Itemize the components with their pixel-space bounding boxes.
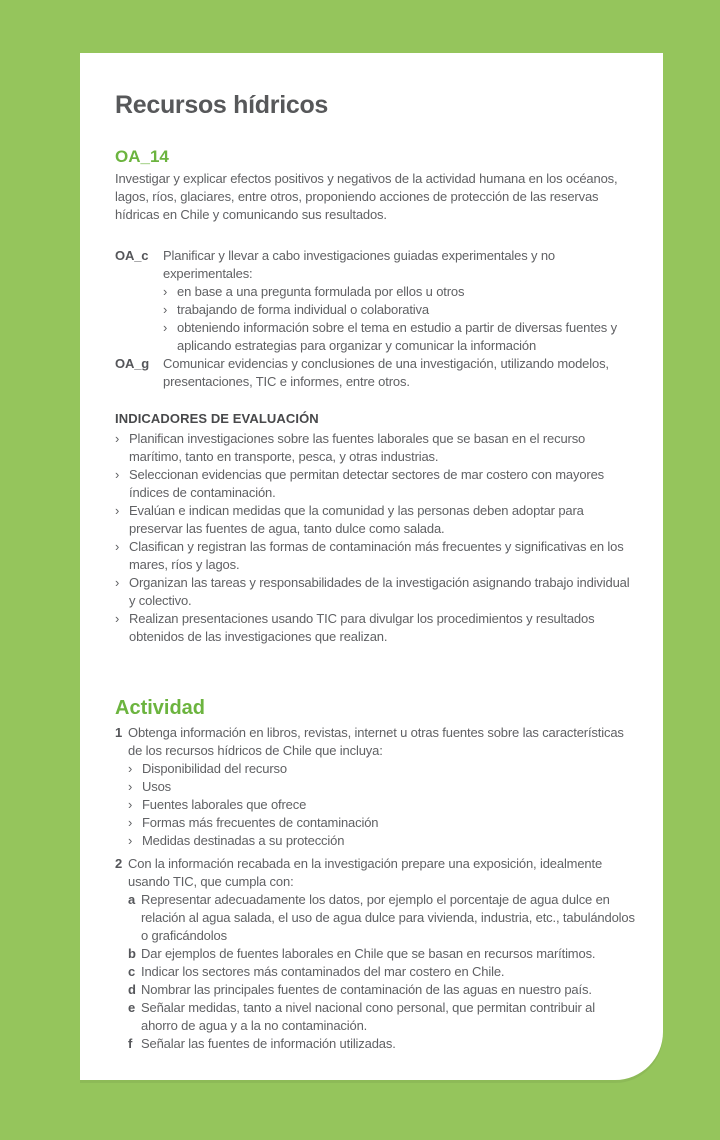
activity-item-body xyxy=(128,724,635,850)
activity-item-number: 1 xyxy=(115,725,123,740)
lettered-item-b xyxy=(128,945,635,963)
activity-bullet: Fuentes laborales que ofrece xyxy=(142,797,307,812)
list-item xyxy=(163,319,635,355)
letter-label: a xyxy=(128,892,136,907)
list-item xyxy=(115,430,635,466)
list-item xyxy=(115,610,635,646)
lettered-item-f xyxy=(128,1035,635,1053)
indicator-text: Realizan presentaciones usando TIC para divulgar los procedimientos y resultados obtenidos de las investigaciones que realizan. xyxy=(129,611,595,644)
oa-g-text: Comunicar evidencias y conclusiones de una investigación, utilizando modelos, presentaciones, TIC e informes, entre otros. xyxy=(163,356,609,389)
oa-c-bullet: en base a una pregunta formulada por ellos u otros xyxy=(177,284,465,299)
bullet-marker: › xyxy=(128,761,133,776)
indicator-text: Planifican investigaciones sobre las fuentes laborales que se basan en el recurso marítimo, tanto en transporte, pesca, y otras industrias. xyxy=(129,431,586,464)
bullet-marker: › xyxy=(115,539,120,554)
indicator-text: Evalúan e indican medidas que la comunidad y las personas deben adoptar para preservar las fuentes de agua, tanto dulce como salada. xyxy=(129,503,584,536)
indicator-text: Seleccionan evidencias que permitan detectar sectores de mar costero con mayores índices de contaminación. xyxy=(129,467,605,500)
oa-c-body xyxy=(163,247,635,355)
list-item xyxy=(128,796,635,814)
list-item xyxy=(115,574,635,610)
lettered-item-text: Representar adecuadamente los datos, por ejemplo el porcentaje de agua dulce en relación al agua salada, el uso de agua dulce para vivienda, industria, etc., tabulándolos o graficándolos xyxy=(141,892,635,943)
lettered-item-c xyxy=(128,963,635,981)
bullet-marker: › xyxy=(128,815,133,830)
activity-bullet: Usos xyxy=(142,779,172,794)
oa14-description: Investigar y explicar efectos positivos y negativos de la actividad humana en los océanos, lagos, ríos, glaciares, entre otros, proponiendo acciones de protección de las reservas hídricas en Chile y comunicando sus resultados. xyxy=(115,171,618,222)
activity-item-text: Con la información recabada en la investigación prepare una exposición, idealmente usando TIC, que cumpla con: xyxy=(128,856,603,889)
list-item xyxy=(128,760,635,778)
list-item xyxy=(115,502,635,538)
list-item xyxy=(163,283,635,301)
list-item xyxy=(115,538,635,574)
indicator-text: Organizan las tareas y responsabilidades de la investigación asignando trabajo individual y colectivo. xyxy=(129,575,630,608)
oa-list xyxy=(115,247,635,391)
document-page xyxy=(80,53,663,1080)
oa-g-label: OA_g xyxy=(115,356,150,371)
bullet-marker: › xyxy=(115,575,120,590)
lettered-item-e xyxy=(128,999,635,1035)
indicator-text: Clasifican y registran las formas de contaminación más frecuentes y significativas en los mares, ríos y lagos. xyxy=(129,539,624,572)
letter-label: c xyxy=(128,964,136,979)
letter-label: d xyxy=(128,982,136,997)
list-item xyxy=(115,466,635,502)
letter-label: f xyxy=(128,1036,133,1051)
oa-c-bullet: trabajando de forma individual o colaborativa xyxy=(177,302,429,317)
oa-row-c xyxy=(115,247,635,355)
page-title: Recursos hídricos xyxy=(115,91,329,119)
list-item xyxy=(163,301,635,319)
letter-label: e xyxy=(128,1000,136,1015)
bullet-marker: › xyxy=(115,467,120,482)
lettered-item-text: Dar ejemplos de fuentes laborales en Chile que se basan en recursos marítimos. xyxy=(141,946,596,961)
letter-label: b xyxy=(128,946,136,961)
oa-c-bullet: obteniendo información sobre el tema en estudio a partir de diversas fuentes y aplicando estrategias para organizar y comunicar la información xyxy=(177,320,617,353)
indicators-section xyxy=(115,410,635,646)
bullet-marker: › xyxy=(128,797,133,812)
activity-item-number: 2 xyxy=(115,856,123,871)
activity-bullet: Formas más frecuentes de contaminación xyxy=(142,815,379,830)
activity-heading: Actividad xyxy=(115,697,206,719)
lettered-item-text: Señalar medidas, tanto a nivel nacional cono personal, que permitan contribuir al ahorro de agua y a la no contaminación. xyxy=(141,1000,595,1033)
bullet-marker: › xyxy=(128,833,133,848)
activity-item-text: Obtenga información en libros, revistas, internet u otras fuentes sobre las características de los recursos hídricos de Chile que incluya: xyxy=(128,725,624,758)
lettered-item-text: Nombrar las principales fuentes de contaminación de las aguas en nuestro país. xyxy=(141,982,592,997)
bullet-marker: › xyxy=(128,779,133,794)
activity-item-2 xyxy=(115,855,635,1053)
oa-c-text: Planificar y llevar a cabo investigaciones guiadas experimentales y no experimentales: xyxy=(163,248,555,281)
indicators-list xyxy=(115,430,635,646)
list-item xyxy=(128,814,635,832)
bullet-marker: › xyxy=(163,284,168,299)
activity-bullet: Disponibilidad del recurso xyxy=(142,761,287,776)
indicators-heading: INDICADORES DE EVALUACIÓN xyxy=(115,411,319,426)
oa-row-g xyxy=(115,355,635,391)
oa14-heading: OA_14 xyxy=(115,147,169,166)
lettered-item-text: Indicar los sectores más contaminados del mar costero en Chile. xyxy=(141,964,505,979)
bullet-marker: › xyxy=(163,320,168,335)
oa-c-label: OA_c xyxy=(115,248,149,263)
list-item xyxy=(128,778,635,796)
activity-bullet: Medidas destinadas a su protección xyxy=(142,833,345,848)
bullet-marker: › xyxy=(115,503,120,518)
activity-item-body xyxy=(128,855,635,1053)
lettered-item-a xyxy=(128,891,635,945)
bullet-marker: › xyxy=(163,302,168,317)
list-item xyxy=(128,832,635,850)
oa-g-body xyxy=(163,355,635,391)
bullet-marker: › xyxy=(115,431,120,446)
activity-section xyxy=(115,698,635,1053)
activity-item-1 xyxy=(115,724,635,850)
bullet-marker: › xyxy=(115,611,120,626)
lettered-item-d xyxy=(128,981,635,999)
lettered-item-text: Señalar las fuentes de información utilizadas. xyxy=(141,1036,396,1051)
